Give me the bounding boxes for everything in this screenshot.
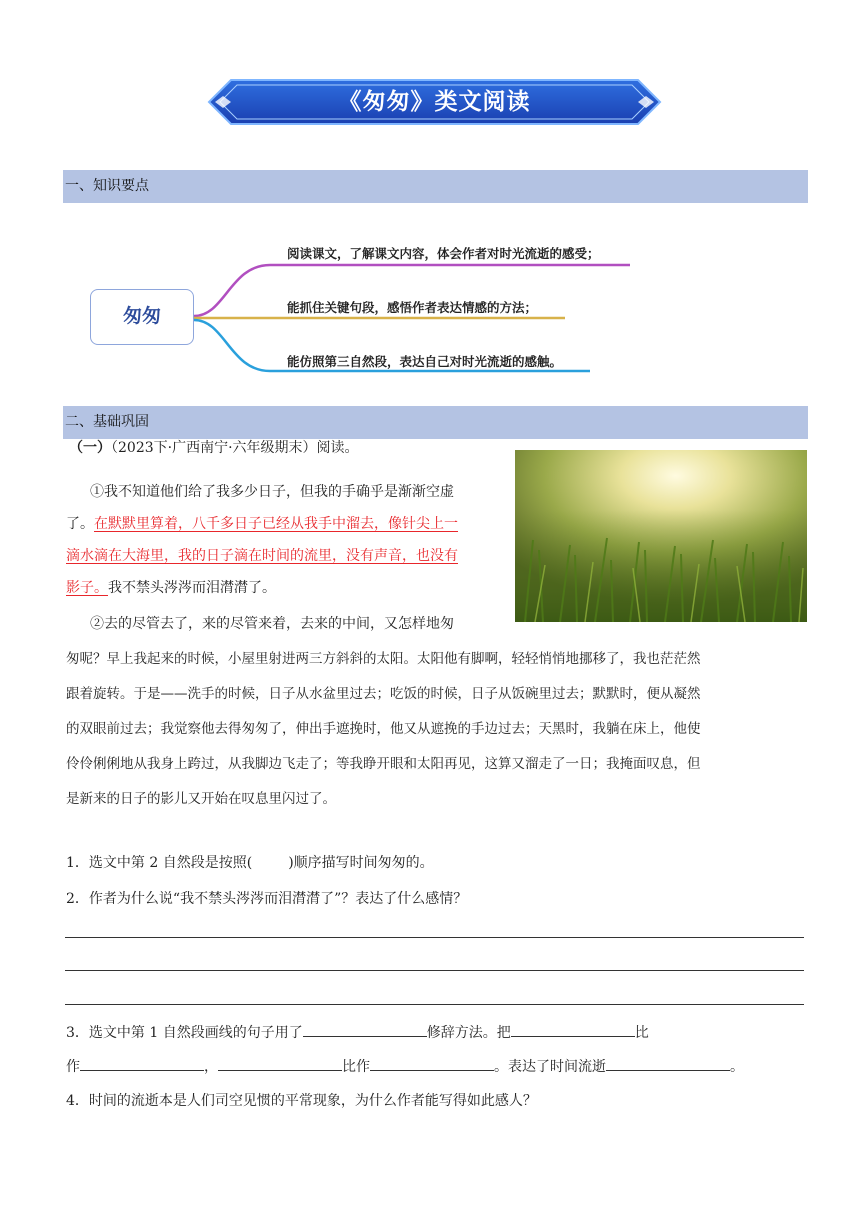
question-3-blank-5[interactable]: [370, 1056, 494, 1071]
passage-source: [69, 437, 359, 457]
question-3-text-c: 比: [634, 1025, 649, 1041]
question-1-blank[interactable]: [252, 853, 288, 867]
question-3-blank-4[interactable]: [218, 1056, 342, 1071]
passage-p1-line4: [66, 572, 276, 604]
passage-p2-line5: 伶伶俐俐地从我身上跨过，从我脚边飞走了；等我睁开眼和太阳再见，这算又溜走了一日；我掩面叹息，但: [66, 756, 701, 772]
question-3-blank-1[interactable]: [303, 1022, 427, 1037]
question-2: 2．作者为什么说“我不禁头涔涔而泪潸潸了”？表达了什么感情？: [66, 891, 468, 907]
answer-line-2[interactable]: [65, 970, 804, 971]
source-label: （一）: [69, 440, 111, 456]
question-1: [66, 852, 434, 872]
question-3-text-f: 比作: [342, 1059, 370, 1075]
passage-p2-line1: ②去的尽管去了，来的尽管来着，去来的中间，又怎样地匆: [90, 616, 454, 632]
question-3-line2: [66, 1056, 744, 1076]
question-3-text-d: 作: [66, 1059, 80, 1075]
section-header-basics: 二、基础巩固: [63, 406, 808, 439]
grass-sunlight-image: [515, 450, 807, 622]
p1-underlined-3: 影子。: [66, 580, 108, 596]
passage-p1-line3: [66, 540, 458, 572]
question-3-text-b: 修辞方法。把: [426, 1025, 511, 1041]
passage-p2-line4: 的双眼前过去；我觉察他去得匆匆了，伸出手遮挽时，他又从遮挽的手边过去；天黑时，我躺在床上，他使: [66, 721, 701, 737]
passage-p2-line6: 是新来的日子的影儿又开始在叹息里闪过了。: [66, 791, 336, 807]
passage-p2-line2: 匆呢？早上我起来的时候，小屋里射进两三方斜斜的太阳。太阳他有脚啊，轻轻悄悄地挪移了，我也茫茫然: [66, 651, 701, 667]
question-3-blank-2[interactable]: [511, 1022, 635, 1037]
question-3-text-h: 。: [730, 1059, 744, 1075]
question-3-text-e: ，: [204, 1059, 218, 1075]
p1-underlined-2: 滴水滴在大海里，我的日子滴在时间的流里，没有声音，也没有: [66, 548, 458, 564]
question-1-text-a: 1．选文中第 2 自然段是按照(: [66, 855, 253, 871]
passage-p2-line3: 跟着旋转。于是——洗手的时候，日子从水盆里过去；吃饭的时候，日子从饭碗里过去；默默时，便从凝然: [66, 686, 701, 702]
question-4: 4．时间的流逝本是人们司空见惯的平常现象，为什么作者能写得如此感人？: [66, 1093, 537, 1109]
title-banner: [207, 78, 662, 126]
page-title: 《匆匆》类文阅读: [338, 89, 531, 115]
section-header-knowledge: 一、知识要点: [63, 170, 808, 203]
answer-line-3[interactable]: [65, 1004, 804, 1005]
mindmap-item-1: 阅读课文，了解课文内容，体会作者对时光流逝的感受；: [287, 246, 600, 261]
question-3-blank-6[interactable]: [606, 1056, 730, 1071]
p1-underlined-1: 在默默里算着，八千多日子已经从我手中溜去，像针尖上一: [94, 516, 458, 532]
question-3-line1: [66, 1022, 649, 1042]
question-3-text-g: 。表达了时间流逝: [494, 1059, 606, 1075]
mindmap-item-3: 能仿照第三自然段，表达自己对时光流逝的感触。: [287, 354, 563, 369]
mindmap-center: 匆匆: [90, 289, 194, 345]
passage-p1-line1: ①我不知道他们给了我多少日子，但我的手确乎是渐渐空虚: [90, 484, 454, 500]
p1-plain-1: 了。: [66, 516, 94, 532]
question-1-text-b: )顺序描写时间匆匆的。: [288, 855, 434, 871]
mindmap-item-2: 能抓住关键句段，感悟作者表达情感的方法；: [287, 300, 538, 315]
passage-p1-line2: [66, 508, 458, 540]
answer-line-1[interactable]: [65, 937, 804, 938]
source-detail: （2023下·广西南宁·六年级期末）阅读。: [111, 440, 359, 456]
question-3-text-a: 3．选文中第 1 自然段画线的句子用了: [66, 1025, 303, 1041]
p1-plain-2: 我不禁头涔涔而泪潸潸了。: [108, 580, 276, 596]
question-3-blank-3[interactable]: [80, 1056, 204, 1071]
